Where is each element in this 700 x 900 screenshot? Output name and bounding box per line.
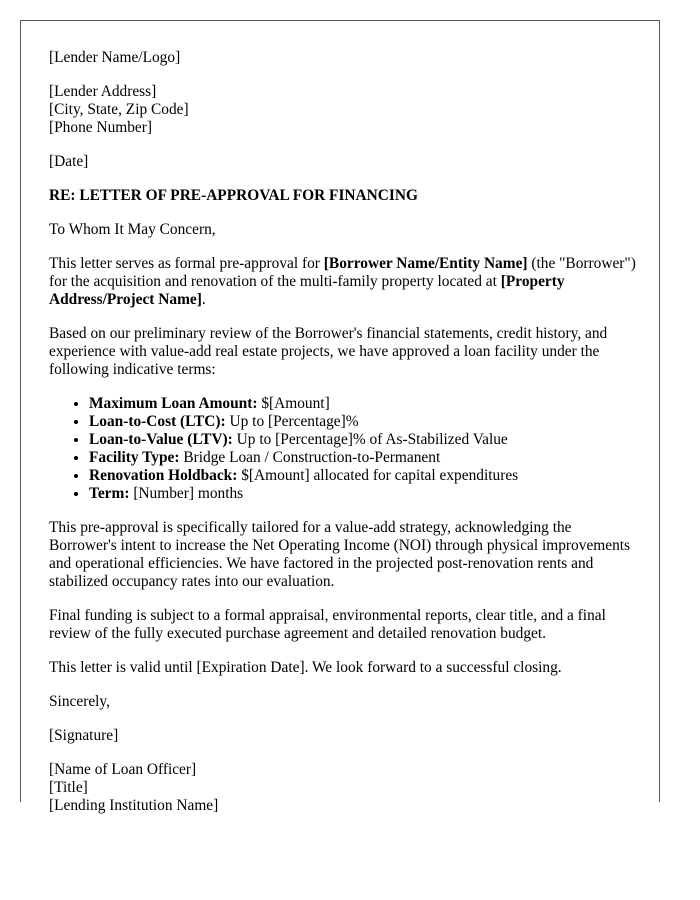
borrower-name: [Borrower Name/Entity Name] xyxy=(323,255,528,272)
letter-content xyxy=(49,49,639,831)
intro-paragraph xyxy=(49,255,639,309)
term-label: Loan-to-Cost (LTC): xyxy=(89,413,226,430)
review-paragraph: Based on our preliminary review of the Borrower's financial statements, credit history, and experience with value-add real estate projects, we have approved a loan facility under the following indicative terms: xyxy=(49,325,608,378)
lender-name: [Lender Name/Logo] xyxy=(49,49,181,66)
subject-text: RE: LETTER OF PRE-APPROVAL FOR FINANCING xyxy=(49,187,418,204)
term-item xyxy=(89,449,639,467)
letter-subject xyxy=(49,187,639,205)
terms-list xyxy=(49,395,639,503)
intro-part2: (the "Borrower") for the acquisition and renovation of the multi-family property located at xyxy=(49,255,636,290)
letter-date: [Date] xyxy=(49,153,89,170)
term-item xyxy=(89,485,639,503)
term-value: Up to [Percentage]% of As-Stabilized Value xyxy=(232,431,508,448)
letter-page xyxy=(20,20,660,814)
term-item xyxy=(89,467,639,485)
officer-name: [Name of Loan Officer] xyxy=(49,761,197,778)
term-label: Facility Type: xyxy=(89,449,180,466)
term-value: $[Amount] xyxy=(257,395,330,412)
term-item xyxy=(89,431,639,449)
lender-phone: [Phone Number] xyxy=(49,119,153,136)
term-label: Renovation Holdback: xyxy=(89,467,238,484)
institution-name: [Lending Institution Name] xyxy=(49,797,219,814)
term-label: Loan-to-Value (LTV): xyxy=(89,431,233,448)
intro-part3: . xyxy=(201,291,206,308)
term-value: $[Amount] allocated for capital expenditures xyxy=(237,467,519,484)
property-name: [Property Address/Project Name] xyxy=(49,273,565,308)
intro-part1: This letter serves as formal pre-approval for xyxy=(49,255,324,272)
term-value: Bridge Loan / Construction-to-Permanent xyxy=(179,449,441,466)
lender-address: [Lender Address] xyxy=(49,83,157,100)
term-value: [Number] months xyxy=(129,485,244,502)
term-value: Up to [Percentage]% xyxy=(225,413,359,430)
salutation: To Whom It May Concern, xyxy=(49,221,216,238)
term-label: Term: xyxy=(89,485,130,502)
term-label: Maximum Loan Amount: xyxy=(89,395,258,412)
closing: Sincerely, xyxy=(49,693,110,710)
officer-title: [Title] xyxy=(49,779,88,796)
term-item xyxy=(89,395,639,413)
signature: [Signature] xyxy=(49,727,119,744)
strategy-paragraph: This pre-approval is specifically tailored for a value-add strategy, acknowledging the Borrower's intent to increase the Net Operating Income (NOI) through physical improvements and operational efficiencies. We have factored in the projected post-renovation rents and stabilized occupancy rates into our evaluation. xyxy=(49,519,631,590)
term-item xyxy=(89,413,639,431)
conditions-paragraph: Final funding is subject to a formal appraisal, environmental reports, clear title, and a final review of the fully executed purchase agreement and detailed renovation budget. xyxy=(49,607,606,642)
lender-city: [City, State, Zip Code] xyxy=(49,101,189,118)
lender-address-block xyxy=(49,83,639,137)
validity-paragraph: This letter is valid until [Expiration Date]. We look forward to a successful closing. xyxy=(49,659,562,676)
officer-block xyxy=(49,761,639,815)
